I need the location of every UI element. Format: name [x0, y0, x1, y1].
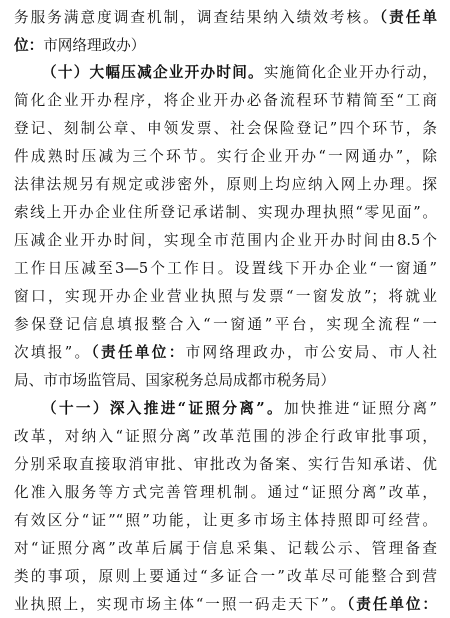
- text-line: 简化企业开办程序，将企业开办必备流程环节精简至“工商: [14, 92, 437, 109]
- text-line: 窗口，实现开办企业营业执照与发票“一窗发放”；将就业: [14, 288, 437, 305]
- text-line: 业执照上，实现市场主体“一照一码走天下”。（责任单位：: [14, 596, 437, 613]
- text-line: 登记、刻制公章、申领发票、社会保险登记”四个环节，条: [14, 120, 437, 137]
- text-line: 位：市网络理政办）: [14, 37, 146, 54]
- paragraph-heading-10: （十）大幅压减企业开办时间。实施简化企业开办行动，: [42, 64, 437, 81]
- text-line: 改革，对纳入“证照分离”改革范围的涉企行政审批事项，: [14, 428, 437, 445]
- text-line: 件成熟时压减为三个环节。实行企业开办“一网通办”，除: [14, 148, 437, 165]
- text-line: 对“证照分离”改革后属于信息采集、记载公示、管理备查: [14, 540, 437, 557]
- text-line: 参保登记信息填报整合入“一窗通”平台，实现全流程“一: [14, 316, 437, 333]
- text-line: 务服务满意度调查机制，调查结果纳入绩效考核。（责任单: [14, 9, 437, 26]
- text-line: 索线上开办企业住所登记承诺制、实现办理执照“零见面”。: [14, 204, 437, 221]
- text-line: 压减企业开办时间，实现全市范围内企业开办时间由8.5个: [14, 232, 437, 249]
- text-line: 工作日压减至3—5个工作日。设置线下开办企业“一窗通”: [14, 260, 437, 277]
- text-line: 法律法规另有规定或涉密外，原则上均应纳入网上办理。探: [14, 176, 437, 193]
- text-line: 局、市市场监管局、国家税务总局成都市税务局）: [14, 372, 336, 389]
- text-line: 分别采取直接取消审批、审批改为备案、实行告知承诺、优: [14, 456, 437, 473]
- paragraph-heading-11: （十一）深入推进“证照分离”。加快推进“证照分离”: [42, 400, 437, 417]
- text-line: 有效区分“证”“照”功能，让更多市场主体持照即可经营。: [14, 512, 437, 529]
- text-line: 次填报”。（责任单位：市网络理政办，市公安局、市人社: [14, 344, 437, 361]
- text-line: 化准入服务等方式完善管理机制。通过“证照分离”改革，: [14, 484, 437, 501]
- text-line: 类的事项，原则上要通过“多证合一”改革尽可能整合到营: [14, 568, 437, 585]
